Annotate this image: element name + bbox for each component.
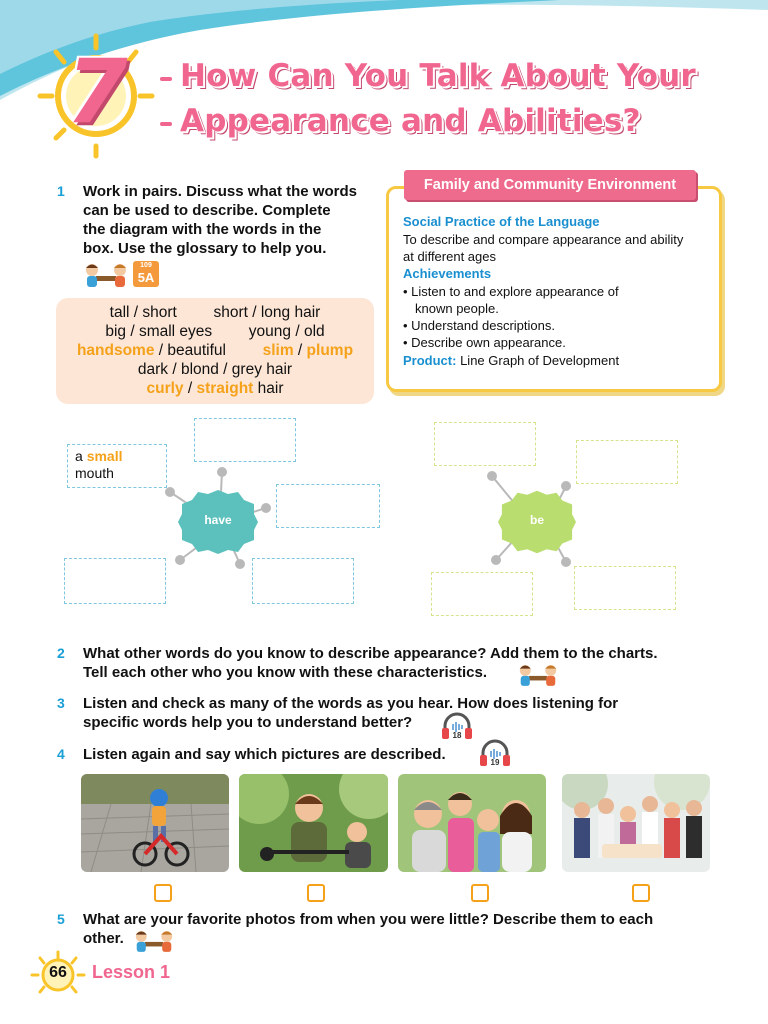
word-big-small-eyes: big / small eyes	[105, 323, 213, 340]
diagram-left-box-bottom-right[interactable]	[252, 558, 354, 604]
diagram-right-box-bottom-left[interactable]	[431, 572, 533, 616]
exercise-1-text-line-1: Work in pairs. Discuss what the words	[83, 183, 357, 200]
page-title-line-2: Appearance and Abilities?	[180, 103, 641, 139]
word-curly: curly	[146, 380, 184, 397]
audio-track-18-label: 18	[452, 731, 462, 740]
word-plump: plump	[306, 342, 354, 359]
title-dash-2	[160, 122, 172, 126]
word-straight: straight	[196, 380, 254, 397]
exercise-3-text-line-2: specific words help you to understand better?	[83, 714, 413, 731]
diagram-right-center-label: be	[529, 513, 544, 527]
exercise-3-text-line-1: Listen and check as many of the words as you hear. How does listening for	[83, 695, 619, 712]
exercise-2-number: 2	[57, 645, 65, 661]
exercise-5-text-line-1: What are your favorite photos from when you were little? Describe them to each	[83, 911, 654, 928]
achievement-1: • Listen to and explore appearance of	[403, 284, 619, 299]
diagram-left-box-top[interactable]	[194, 418, 296, 462]
product-line	[403, 352, 619, 369]
social-practice-text-2: at different ages	[403, 249, 496, 264]
diagram-right-box-top-left[interactable]	[434, 422, 536, 466]
exercise-1-text-line-3: the diagram with the words in the	[83, 221, 322, 238]
photo-family-portrait[interactable]	[398, 774, 546, 872]
pair-work-icon	[134, 928, 174, 954]
diagram-left-example-line-2: mouth	[75, 465, 114, 481]
exercise-5-text-line-2: other.	[83, 930, 124, 947]
diagram-right-box-top-right[interactable]	[576, 440, 678, 484]
achievement-3: • Describe own appearance.	[403, 335, 566, 350]
audio-track-19-icon[interactable]	[479, 739, 511, 769]
word-separator: /	[183, 380, 197, 397]
word-handsome: handsome	[76, 342, 155, 359]
word-box-row-2	[56, 323, 374, 341]
photo-group-celebration[interactable]	[562, 774, 710, 872]
exercise-1-number: 1	[57, 183, 65, 199]
word-separator: /	[293, 342, 307, 359]
exercise-3-number: 3	[57, 695, 65, 711]
audio-track-19-label: 19	[490, 758, 500, 767]
audio-track-18-icon[interactable]	[441, 712, 473, 742]
glossary-badge-label: 5A	[137, 270, 155, 285]
word-beautiful: / beautiful	[154, 342, 226, 359]
page-title-line-1: How Can You Talk About Your	[180, 58, 696, 94]
title-dash-1	[160, 77, 172, 81]
lesson-label: Lesson 1	[92, 962, 171, 982]
glossary-badge-page: 109	[140, 262, 152, 269]
achievement-2: • Understand descriptions.	[403, 318, 555, 333]
example-word-small: small	[86, 448, 123, 464]
word-short-long-hair: short / long hair	[213, 304, 321, 321]
achievements-heading: Achievements	[403, 266, 492, 281]
example-article: a	[75, 448, 87, 464]
exercise-2-text-line-2: Tell each other who you know with these characteristics.	[83, 664, 487, 681]
page-number: 66	[49, 964, 67, 981]
social-practice-text-1: To describe and compare appearance and ability	[403, 232, 684, 247]
word-hair: hair	[253, 380, 284, 397]
photo-1-checkbox[interactable]	[154, 884, 172, 902]
photo-2-checkbox[interactable]	[307, 884, 325, 902]
diagram-left-box-right[interactable]	[276, 484, 380, 528]
word-slim: slim	[262, 342, 294, 359]
photo-4-checkbox[interactable]	[632, 884, 650, 902]
exercise-1-text-line-2: can be used to describe. Complete	[83, 202, 331, 219]
diagram-left-center-label: have	[204, 513, 232, 527]
social-practice-heading: Social Practice of the Language	[403, 214, 600, 229]
pair-work-icon	[518, 662, 558, 688]
info-box-tab: Family and Community Environment	[404, 170, 696, 200]
diagram-left-example-line-1	[75, 448, 123, 464]
unit-number: 7	[66, 40, 128, 143]
diagram-right-box-bottom-right[interactable]	[574, 566, 676, 610]
product-label: Product:	[403, 353, 457, 368]
pair-work-icon	[84, 262, 128, 288]
exercise-4-text: Listen again and say which pictures are described.	[83, 746, 446, 763]
exercise-4-number: 4	[57, 746, 65, 762]
word-box-row-3	[56, 342, 374, 360]
word-tall-short: tall / short	[109, 304, 177, 321]
word-box-row-1	[56, 304, 374, 322]
exercise-2-text-line-1: What other words do you know to describe appearance? Add them to the charts.	[83, 645, 658, 662]
exercise-5-number: 5	[57, 911, 65, 927]
word-box-row-4: dark / blond / grey hair	[137, 361, 293, 378]
achievement-1-continued: known people.	[415, 301, 499, 316]
product-text: Line Graph of Development	[460, 353, 620, 368]
exercise-1-text-line-4: box. Use the glossary to help you.	[83, 240, 327, 257]
photo-child-on-bike[interactable]	[81, 774, 229, 872]
word-box-row-5	[56, 380, 374, 398]
photo-boys-on-bikes[interactable]	[239, 774, 388, 872]
diagram-left-box-bottom-left[interactable]	[64, 558, 166, 604]
word-young-old: young / old	[248, 323, 325, 340]
word-box	[56, 298, 374, 404]
glossary-badge-icon	[133, 261, 159, 287]
photo-3-checkbox[interactable]	[471, 884, 489, 902]
